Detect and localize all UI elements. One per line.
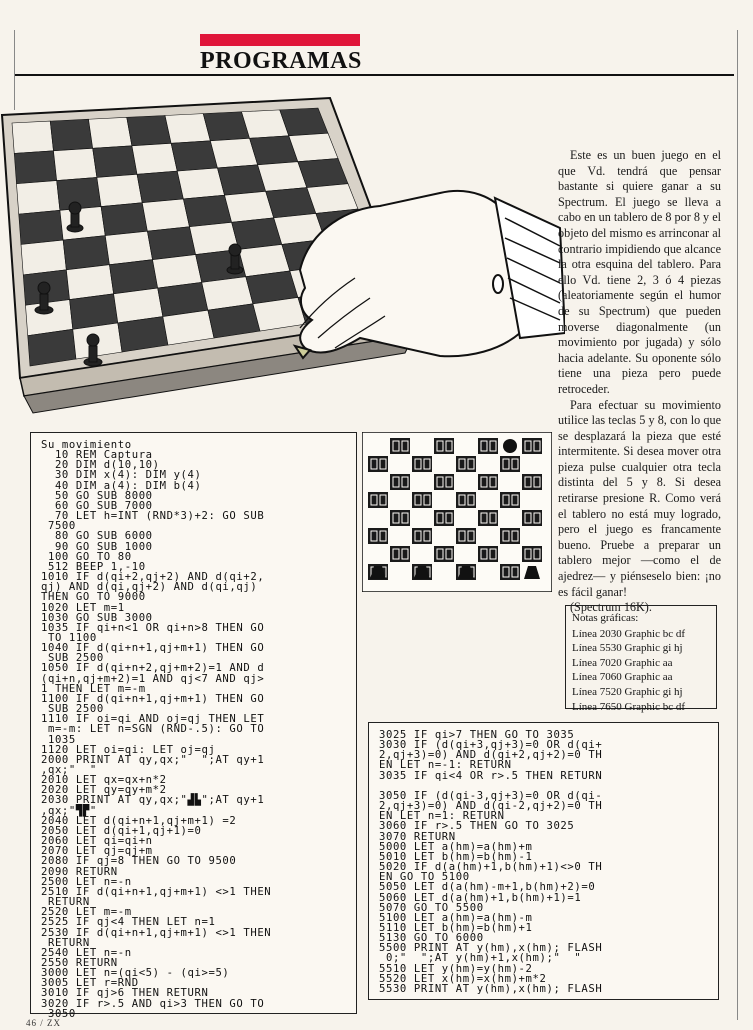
board-square: [171, 141, 217, 171]
notes-line: Línea 7520 Graphic gi hj: [572, 685, 683, 698]
board-square: [165, 114, 210, 144]
board-square: [210, 138, 257, 168]
screen-cell: [500, 546, 520, 562]
screen-cell: [412, 474, 432, 490]
title-rule: [14, 74, 734, 76]
board-square: [17, 181, 60, 215]
notes-line: Línea 7020 Graphic aa: [572, 656, 673, 669]
board-square: [225, 191, 274, 222]
screen-cell: [390, 564, 410, 580]
screen-cell: [478, 492, 498, 508]
section-header-bar: [200, 34, 360, 46]
screen-cell: [412, 510, 432, 526]
basic-code: Su movimiento 10 REM Captura 20 DIM d(10,10) 30 DIM x(4): DIM y(4) 40 DIM a(4): DIM b(4) 50 GO SUB 8000 60 GO SUB 7000 70 LET h=INT (RND*3)+2: GO SUB 7500 80 GO SUB 6000 90 GO SUB 1000 100 GO TO 80 512 BEEP 1,-10 1010 IF d(qi+2,qj+2) AND d(qi+2, qj) AND d(qi,qj+2) AND d(qi,qj) THEN GO TO 9000 1020 LET m=1 1030 GO SUB 3000 1035 IF qi+n<1 OR qi+n>8 THEN GO TO 1100 1040 IF d(qi+n+1,qj+m+1) THEN GO SUB 2500 1050 IF d(qi+n+2,qj+m+2)=1 AND d (qi+n,qj+m+2)=1 AND qj<7 AND qj> 1 THEN LET m=-m 1100 IF d(qi+n+1,qj+m+1) THEN GO SUB 2500 1110 IF oi=qi AND oj=qj THEN LET m=-m: LET n=SGN (RND-.5): GO TO 1035 1120 LET oi=qi: LET oj=qj 2000 PRINT AT qy,qx;" ";AT qy+1 ,qx;" " 2010 LET qx=qx+n*2 2020 LET qy=qy+m*2 2030 PRINT AT qy,qx;"▟▙";AT qy+1 ,qx;"▜▛" 2040 LET d(qi+n+1,qj+m+1) =2 2050 LET d(qi+1,qj+1)=0 2060 LET qi=qi+n 2070 LET qj=qj+m 2080 IF qj=8 THEN GO TO 9500 2090 RETURN 2500 LET n=-n 2510 IF d(qi+n+1,qj+m+1) <>1 THEN RETURN 2520 LET m=-m 2525 IF qj<4 THEN LET n=1 2530 IF d(qi+n+1,qj+m+1) <>1 THEN RETURN 2540 LET n=-n 2550 RETURN 3000 LET n=(qi<5) - (qi>=5) 3005 LET r=RND 3010 IF qj>6 THEN RETURN 3020 IF r>.5 AND qi>3 THEN GO TO 3050: [41, 439, 272, 1020]
screen-cell: [368, 546, 388, 562]
board-square: [89, 117, 132, 148]
page-folio: 46 / ZX: [26, 1018, 61, 1028]
opponent-piece-icon: [503, 439, 517, 453]
screen-cell: [412, 438, 432, 454]
board-square: [132, 143, 177, 174]
board-square: [137, 171, 183, 203]
board-square: [19, 210, 63, 244]
board-square: [147, 227, 195, 260]
board-square: [109, 260, 157, 294]
screen-cell: [500, 474, 520, 490]
screen-cell: [522, 456, 542, 472]
screen-cell: [434, 492, 454, 508]
board-square: [60, 207, 105, 241]
board-square: [21, 240, 66, 275]
screen-cell: [368, 474, 388, 490]
screen-cell: [412, 546, 432, 562]
board-square: [66, 265, 113, 300]
intro-paragraph: (Spectrum 16K).: [570, 600, 652, 615]
board-square: [232, 218, 282, 250]
screen-cell: [390, 492, 410, 508]
screen-cell: [368, 438, 388, 454]
screen-cell: [522, 528, 542, 544]
board-square: [101, 203, 147, 236]
board-square: [105, 231, 152, 265]
graphic-notes-box: [565, 605, 717, 713]
notes-line: Línea 7650 Graphic bc df: [572, 700, 686, 713]
board-square: [53, 148, 96, 180]
board-square: [142, 199, 189, 231]
intro-paragraph: Este es un buen juego en el que Vd. tendrá que pensar bastante si quiere ganar a su Spectrum. El juego se lleva a cabo en un tablero de 8 por 8 y el objeto del mismo es arrinconar al contrario impidiendo que alcance la otra esquina del tablero. Para ello Vd. tiene 2, 3 ó 4 piezas (aleatoriamente según el humor de su Spectrum) que pueden moverse diagonalmente (un movimiento por jugada) y sólo hacia adelante. Su oponente sólo tiene una pieza pero puede retroceder.: [558, 148, 721, 396]
screen-cell: [434, 456, 454, 472]
screen-cell: [500, 510, 520, 526]
board-square: [14, 151, 56, 184]
board-square: [63, 236, 109, 270]
board-square: [183, 195, 231, 227]
board-square: [97, 174, 142, 206]
board-square: [127, 116, 171, 146]
board-square: [93, 146, 137, 178]
screen-cell: [478, 456, 498, 472]
screen-cell: [390, 528, 410, 544]
notes-title: Notas gráficas:: [572, 612, 639, 624]
screen-cell: [434, 528, 454, 544]
screen-cell: [478, 564, 498, 580]
board-square: [177, 168, 224, 199]
program-listing-right: [368, 722, 719, 1000]
screen-cell: [456, 474, 476, 490]
screen-cell: [456, 510, 476, 526]
intro-paragraph: Para efectuar su movimiento utilice las teclas 5 y 8, con lo que se desplazará la pieza que esté intermitente. Si desea mover otra pieza pulse cualquier otra tecla distinta del 5 y 8. Si desea retirarse presione R. Como verá el tablero no está muy logrado, pero el juego es francamente bueno. Pruebe a preparar un tablero mejor —como el de ajedrez— y piénseselo bien: ¡no es fácil ganar!: [558, 397, 721, 599]
notes-line: Línea 2030 Graphic bc df: [572, 627, 686, 640]
article-intro: [558, 148, 721, 616]
page-margin-rule-right: [737, 30, 738, 1020]
screen-cell: [456, 438, 476, 454]
screen-cell: [434, 564, 454, 580]
screen-cell: [368, 510, 388, 526]
board-square: [217, 165, 265, 195]
program-listing-left: [30, 432, 357, 1020]
chessboard-illustration: [0, 88, 565, 433]
screen-cell: [478, 528, 498, 544]
screen-cell: [456, 546, 476, 562]
screen-cell: [522, 492, 542, 508]
screen-cell: [390, 456, 410, 472]
spectrum-screen-capture: [362, 432, 552, 592]
section-title: PROGRAMAS: [200, 48, 362, 74]
notes-line: Línea 5530 Graphic gi hj: [572, 642, 683, 655]
board-square: [12, 121, 53, 153]
board-square: [50, 119, 92, 151]
basic-code: 3025 IF qi>7 THEN GO TO 3035 3030 IF (d(qi+3,qj+3)=0 OR d(qi+ 2,qj+3)=0) AND d(qi+2,qj+2)=0 TH EN LET n=-1: RETURN 3035 IF qi<4 OR r>.5 THEN RETURN 3050 IF (d(qi-3,qj+3)=0 OR d(qi- 2,qj+3)=0) AND d(qi-2,qj+2)=0 TH EN LET n=1: RETURN 3060 IF r>.5 THEN GO TO 3025 3070 RETURN 5000 LET a(hm)=a(hm)+m 5010 LET b(hm)=b(hm)-1 5020 IF d(a(hm)+1,b(hm)+1)<>0 TH EN GO TO 5100 5050 LET d(a(hm)-m+1,b(hm)+2)=0 5060 LET d(a(hm)+1,b(hm)+1)=1 5070 GO TO 5500 5100 LET a(hm)=a(hm)-m 5110 LET b(hm)=b(hm)+1 5130 GO TO 6000 5500 PRINT AT y(hm),x(hm); FLASH 0;" ";AT y(hm)+1,x(hm);" " 5510 LET y(hm)=y(hm)-2 5520 LET x(hm)=x(hm)+m*2 5530 PRINT AT y(hm),x(hm); FLASH: [379, 729, 603, 995]
notes-line: Línea 7060 Graphic aa: [572, 671, 673, 684]
